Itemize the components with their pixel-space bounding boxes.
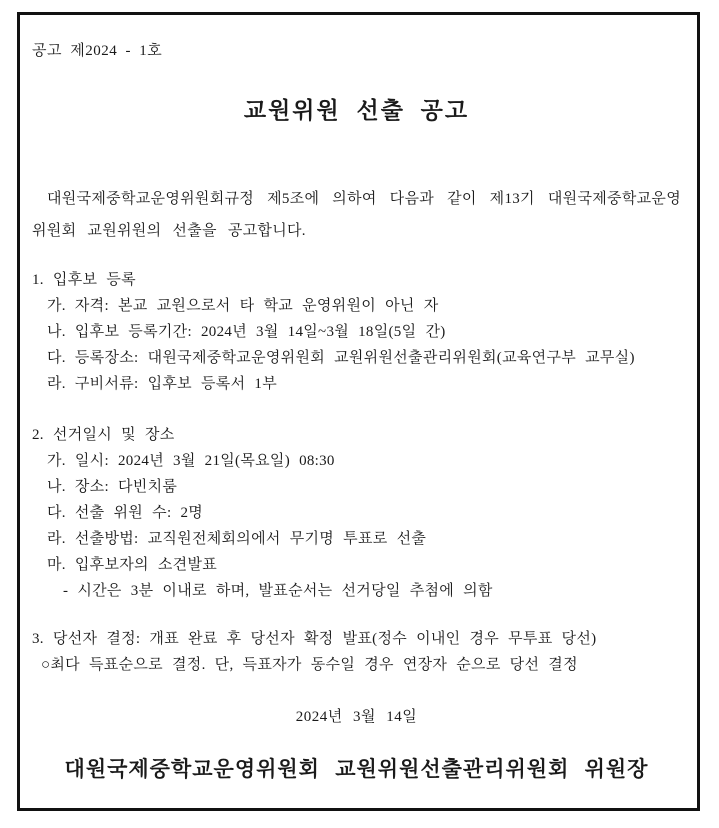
document-page-border xyxy=(17,12,700,811)
section1-item-registration-period: 나. 입후보 등록기간: 2024년 3월 14일~3월 18일(5일 간) xyxy=(47,324,446,340)
section1-item-required-documents: 라. 구비서류: 입후보 등록서 1부 xyxy=(47,376,277,392)
announcement-number: 공고 제2024 - 1호 xyxy=(32,43,163,59)
intro-paragraph: 대원국제중학교운영위원회규정 제5조에 의하여 다음과 같이 제13기 대원국제중학교운영위원회 교원위원의 선출을 공고합니다. xyxy=(32,191,681,239)
section2-speech-time-note: - 시간은 3분 이내로 하며, 발표순서는 선거당일 추첨에 의함 xyxy=(63,583,493,599)
section1-heading: 1. 입후보 등록 xyxy=(32,272,136,288)
section2-item-election-method: 라. 선출방법: 교직원전체회의에서 무기명 투표로 선출 xyxy=(47,531,427,547)
section2-item-place: 나. 장소: 다빈치룸 xyxy=(47,479,178,495)
document-title: 교원위원 선출 공고 xyxy=(243,98,470,123)
section-election-datetime-place xyxy=(32,422,681,604)
section2-item-candidate-speech: 마. 입후보자의 소견발표 xyxy=(47,557,218,573)
section2-item-number-of-members: 다. 선출 위원 수: 2명 xyxy=(47,505,204,521)
section3-tie-break-note: ○최다 득표순으로 결정. 단, 득표자가 동수일 경우 연장자 순으로 당선 결정 xyxy=(41,657,578,673)
section-winner-determination xyxy=(32,626,681,678)
section3-heading: 3. 당선자 결정: 개표 완료 후 당선자 확정 발표(정수 이내인 경우 무투표 당선) xyxy=(32,631,597,647)
section1-item-qualification: 가. 자격: 본교 교원으로서 타 학교 운영위원이 아닌 자 xyxy=(47,298,439,314)
section2-item-datetime: 가. 일시: 2024년 3월 21일(목요일) 08:30 xyxy=(47,453,335,469)
section2-heading: 2. 선거일시 및 장소 xyxy=(32,427,175,443)
signature-line: 대원국제중학교운영위원회 교원위원선출관리위원회 위원장 xyxy=(64,757,649,781)
section-candidate-registration xyxy=(32,267,681,397)
document-content xyxy=(20,15,697,784)
announcement-date: 2024년 3월 14일 xyxy=(295,709,418,725)
section1-item-registration-place: 다. 등록장소: 대원국제중학교운영위원회 교원위원선출관리위원회(교육연구부 교무실) xyxy=(47,350,635,366)
